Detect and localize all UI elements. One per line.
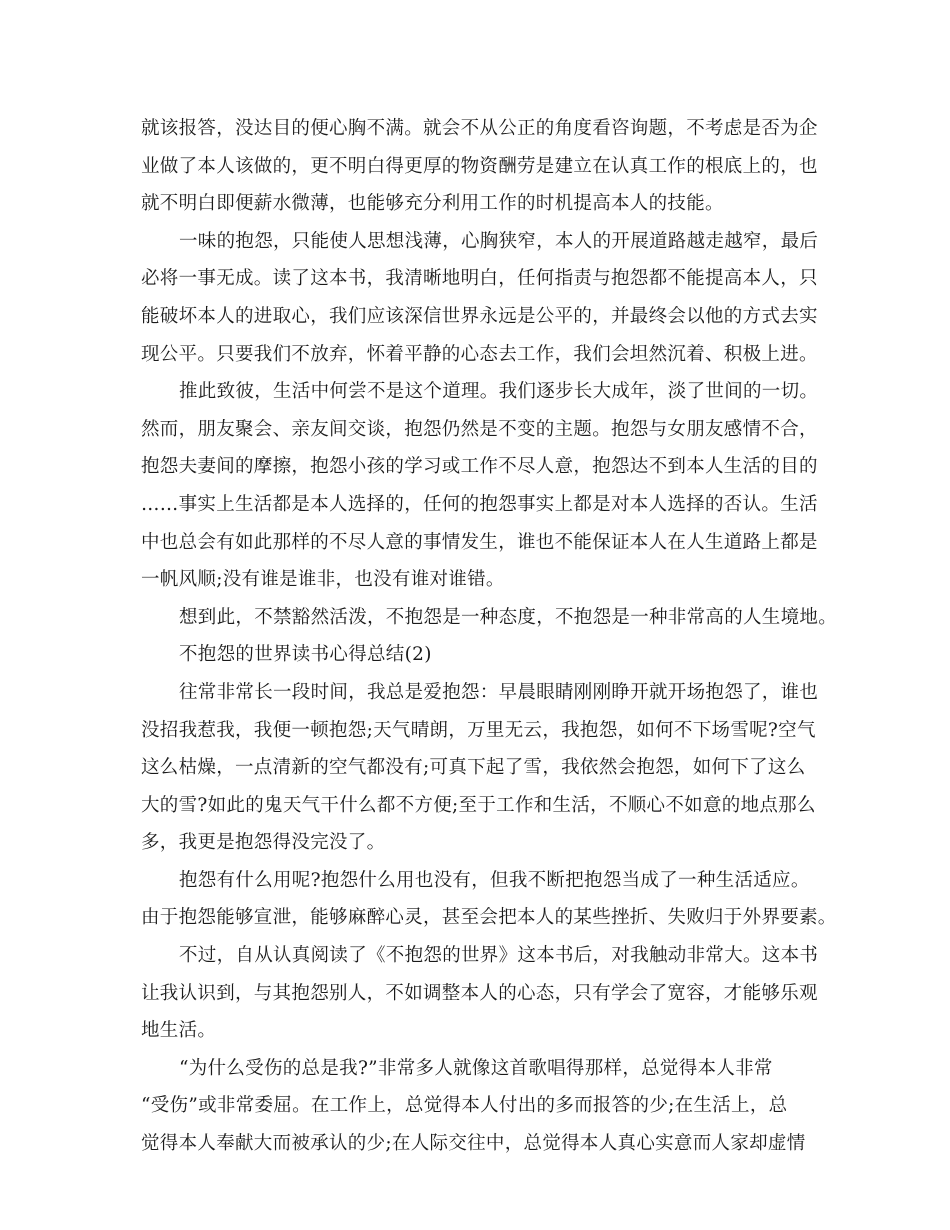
document-body bbox=[141, 110, 838, 1163]
text-line: “受伤”或非常委屈。在工作上，总觉得本人付出的多而报答的少;在生活上，总 bbox=[141, 1095, 788, 1117]
text-line: 现公平。只要我们不放弃，怀着平静的心态去工作，我们会坦然沉着、积极上进。 bbox=[141, 343, 818, 365]
text-line: 想到此，不禁豁然活泼，不抱怨是一种态度，不抱怨是一种非常高的人生境地。 bbox=[179, 606, 838, 628]
text-line: 业做了本人该做的，更不明白得更厚的物资酬劳是建立在认真工作的根底上的，也 bbox=[141, 155, 818, 177]
text-line: 一帆风顺;没有谁是谁非，也没有谁对谁错。 bbox=[141, 569, 505, 591]
text-line: 一味的抱怨，只能使人思想浅薄，心胸狭窄，本人的开展道路越走越窄，最后 bbox=[179, 230, 819, 252]
text-line: 推此致彼，生活中何尝不是这个道理。我们逐步长大成年，淡了世间的一切。 bbox=[179, 381, 819, 403]
text-line: 就该报答，没达目的便心胸不满。就会不从公正的角度看咨询题，不考虑是否为企 bbox=[141, 118, 818, 139]
text-line: 地生活。 bbox=[141, 1020, 217, 1042]
text-line: 不过，自从认真阅读了《不抱怨的世界》这本书后，对我触动非常大。这本书 bbox=[179, 945, 819, 967]
text-line: 必将一事无成。读了这本书，我清晰地明白，任何指责与抱怨都不能提高本人，只 bbox=[141, 268, 818, 290]
text-line: 往常非常长一段时间，我总是爱抱怨：早晨眼睛刚刚睁开就开场抱怨了，谁也 bbox=[179, 681, 819, 703]
text-line: 抱怨夫妻间的摩擦，抱怨小孩的学习或工作不尽人意，抱怨达不到本人生活的目的 bbox=[141, 456, 818, 478]
text-line: 抱怨有什么用呢?抱怨什么用也没有，但我不断把抱怨当成了一种生活适应。 bbox=[179, 869, 810, 891]
text-line: 能破坏本人的进取心，我们应该深信世界永远是公平的，并最终会以他的方式去实 bbox=[141, 305, 818, 327]
text-line: 不抱怨的世界读书心得总结(2) bbox=[179, 644, 432, 666]
text-line: 多，我更是抱怨得没完没了。 bbox=[141, 832, 386, 854]
text-line: 由于抱怨能够宣泄，能够麻醉心灵，甚至会把本人的某些挫折、失败归于外界要素。 bbox=[141, 907, 837, 929]
text-line: 这么枯燥，一点清新的空气都没有;可真下起了雪，我依然会抱怨，如何下了这么 bbox=[141, 757, 806, 779]
text-line: 觉得本人奉献大而被承认的少;在人际交往中，总觉得本人真心实意而人家却虚情 bbox=[141, 1133, 806, 1155]
text-line: ……事实上生活都是本人选择的，任何的抱怨事实上都是对本人选择的否认。生活 bbox=[141, 493, 818, 515]
text-line: 让我认识到，与其抱怨别人，不如调整本人的心态，只有学会了宽容，才能够乐观 bbox=[141, 982, 818, 1004]
text-line: “为什么受伤的总是我?”非常多人就像这首歌唱得那样，总觉得本人非常 bbox=[179, 1057, 773, 1079]
text-line: 然而，朋友聚会、亲友间交谈，抱怨仍然是不变的主题。抱怨与女朋友感情不合， bbox=[141, 418, 818, 440]
text-line: 没招我惹我，我便一顿抱怨;天气晴朗，万里无云，我抱怨，如何不下场雪呢?空气 bbox=[141, 719, 816, 741]
text-line: 大的雪?如此的鬼天气干什么都不方便;至于工作和生活，不顺心不如意的地点那么 bbox=[141, 794, 816, 816]
text-line: 中也总会有如此那样的不尽人意的事情发生，谁也不能保证本人在人生道路上都是 bbox=[141, 531, 818, 553]
text-line: 就不明白即便薪水微薄，也能够充分利用工作的时机提高本人的技能。 bbox=[141, 193, 724, 215]
